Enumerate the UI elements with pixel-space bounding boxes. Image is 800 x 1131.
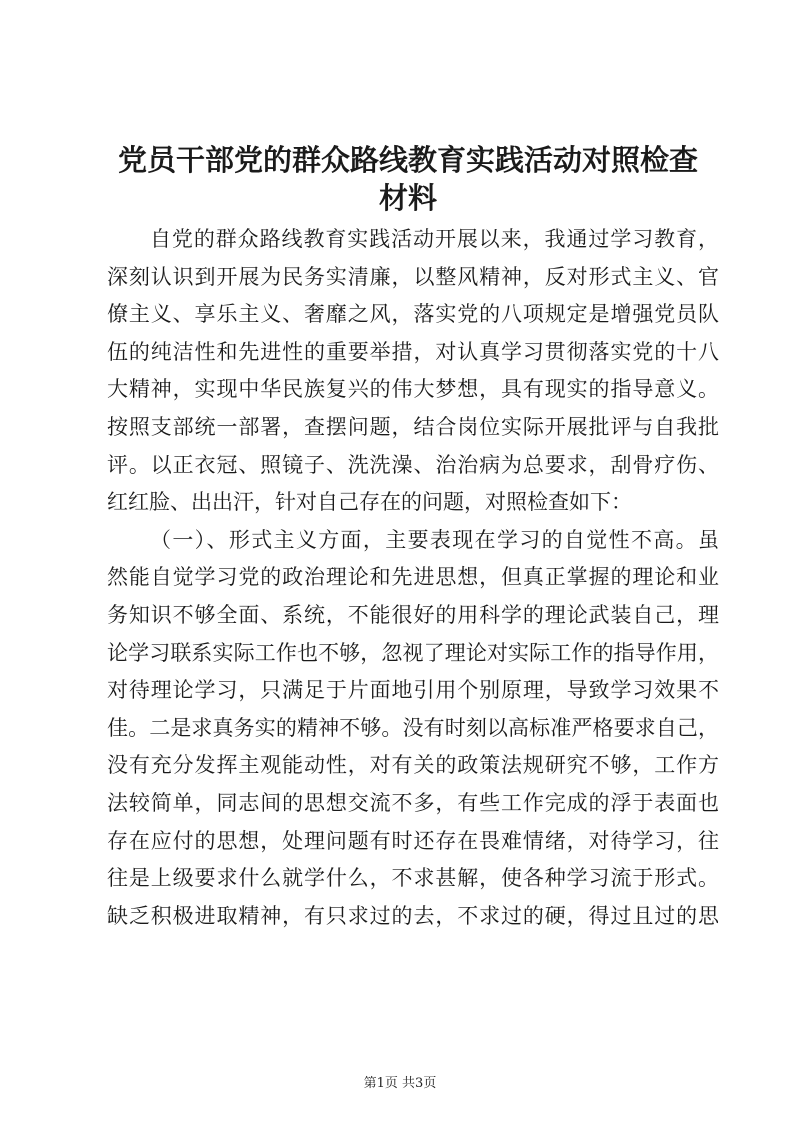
text-line: 评。以正衣冠、照镜子、洗洗澡、治治病为总要求，刮骨疗伤、: [107, 452, 719, 477]
document-title: 党员干部党的群众路线教育实践活动对照检查: [117, 143, 698, 177]
page-number-footer: 第1页 共3页: [363, 1076, 437, 1091]
text-line: 论学习联系实际工作也不够，忽视了理论对实际工作的指导作用，: [107, 640, 719, 665]
text-line: 往是上级要求什么就学什么，不求甚解，使各种学习流于形式。: [107, 866, 719, 891]
text-line: 佳。二是求真务实的精神不够。没有时刻以高标准严格要求自己，: [107, 715, 719, 740]
text-line: 然能自觉学习党的政治理论和先进思想，但真正掌握的理论和业: [107, 565, 719, 590]
text-line: 大精神，实现中华民族复兴的伟大梦想，具有现实的指导意义。: [107, 377, 719, 402]
text-line: 务知识不够全面、系统，不能很好的用科学的理论武装自己，理: [107, 602, 719, 627]
text-line: 对待理论学习，只满足于片面地引用个别原理，导致学习效果不: [107, 678, 719, 703]
paragraph-intro: [107, 221, 719, 522]
text-line: （一）、形式主义方面，主要表现在学习的自觉性不高。虽: [150, 527, 719, 552]
text-line: 自党的群众路线教育实践活动开展以来，我通过学习教育，: [150, 227, 719, 251]
text-line: 法较简单，同志间的思想交流不多，有些工作完成的浮于表面也: [107, 790, 719, 815]
text-line: 红红脸、出出汗，针对自己存在的问题，对照检查如下：: [107, 490, 632, 515]
document-body: [107, 221, 719, 935]
text-line: 按照支部统一部署，查摆问题，结合岗位实际开展批评与自我批: [107, 414, 719, 439]
text-line: 伍的纯洁性和先进性的重要举措，对认真学习贯彻落实党的十八: [107, 339, 719, 364]
text-line: 深刻认识到开展为民务实清廉，以整风精神，反对形式主义、官: [107, 264, 719, 289]
text-line: 缺乏积极进取精神，有只求过的去，不求过的硬，得过且过的思: [107, 903, 719, 928]
document-title-continued: 材料: [378, 181, 437, 215]
text-line: 僚主义、享乐主义、奢靡之风，落实党的八项规定是增强党员队: [107, 302, 719, 327]
text-line: 存在应付的思想，处理问题有时还存在畏难情绪，对待学习，往: [107, 828, 719, 853]
paragraph-formalism: [107, 522, 719, 936]
text-line: 没有充分发挥主观能动性，对有关的政策法规研究不够，工作方: [107, 753, 719, 778]
